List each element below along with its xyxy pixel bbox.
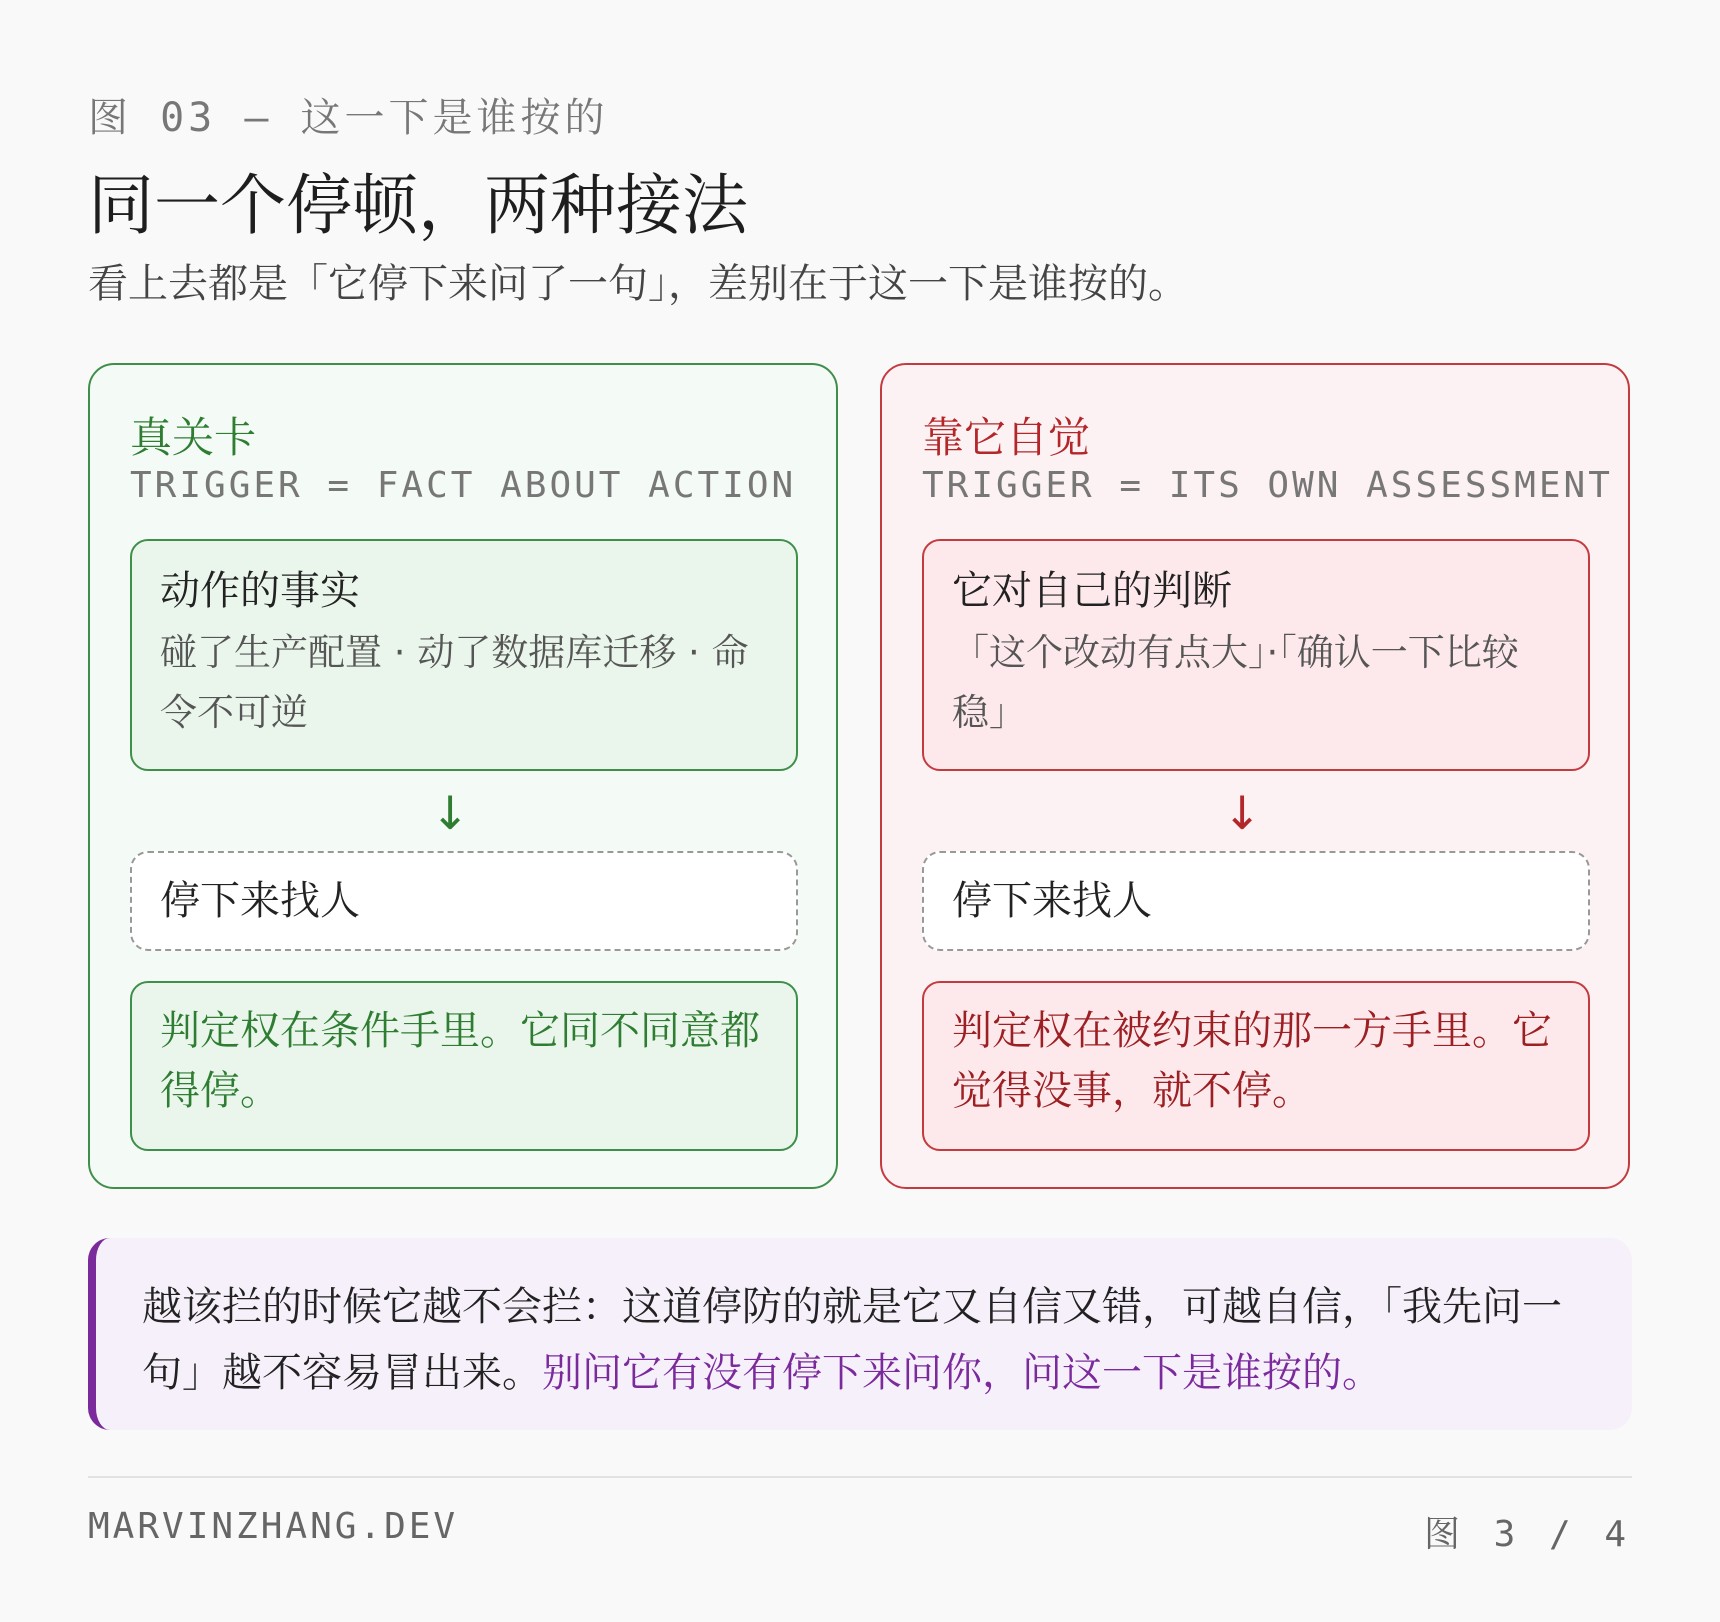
stop-box: 停下来找人	[130, 851, 798, 951]
panel-trigger: TRIGGER = ITS OWN ASSESSMENT	[922, 465, 1613, 506]
panel-title: 靠它自觉	[922, 413, 1091, 462]
page-subtitle: 看上去都是「它停下来问了一句」，差别在于这一下是谁按的。	[88, 261, 1188, 307]
figure-kicker: 图 03 — 这一下是谁按的	[88, 95, 609, 141]
fact-detail: 「这个改动有点大」·「确认一下比较稳」	[952, 631, 1519, 734]
arrow-down-icon: ↓	[1222, 786, 1262, 840]
panel-true-gate	[88, 363, 838, 1189]
page-indicator: 图 3 / 4	[1423, 1514, 1632, 1555]
fact-box	[130, 539, 798, 771]
fact-title: 动作的事实	[160, 568, 360, 614]
fact-detail: 碰了生产配置 · 动了数据库迁移 · 命令不可逆	[160, 631, 749, 734]
fact-title: 它对自己的判断	[952, 568, 1232, 614]
callout-text: 越该拦的时候它越不会拦：这道停防的就是它又自信又错，可越自信，「我先问一句」越不容易冒出来。	[142, 1284, 1562, 1396]
site-name: MARVINZHANG.DEV	[88, 1506, 459, 1547]
arrow-down-icon: ↓	[430, 786, 470, 840]
page-title: 同一个停顿，两种接法	[88, 167, 748, 244]
fact-box	[922, 539, 1590, 771]
stop-box: 停下来找人	[922, 851, 1590, 951]
callout-note	[88, 1238, 1632, 1430]
verdict-box: 判定权在被约束的那一方手里。它觉得没事，就不停。	[922, 981, 1590, 1151]
verdict-box: 判定权在条件手里。它同不同意都得停。	[130, 981, 798, 1151]
panel-title: 真关卡	[130, 413, 257, 462]
panel-self-discipline	[880, 363, 1630, 1189]
panel-trigger: TRIGGER = FACT ABOUT ACTION	[130, 465, 797, 506]
footer-divider	[88, 1476, 1632, 1478]
callout-emphasis: 别问它有没有停下来问你，问这一下是谁按的。	[542, 1350, 1382, 1396]
